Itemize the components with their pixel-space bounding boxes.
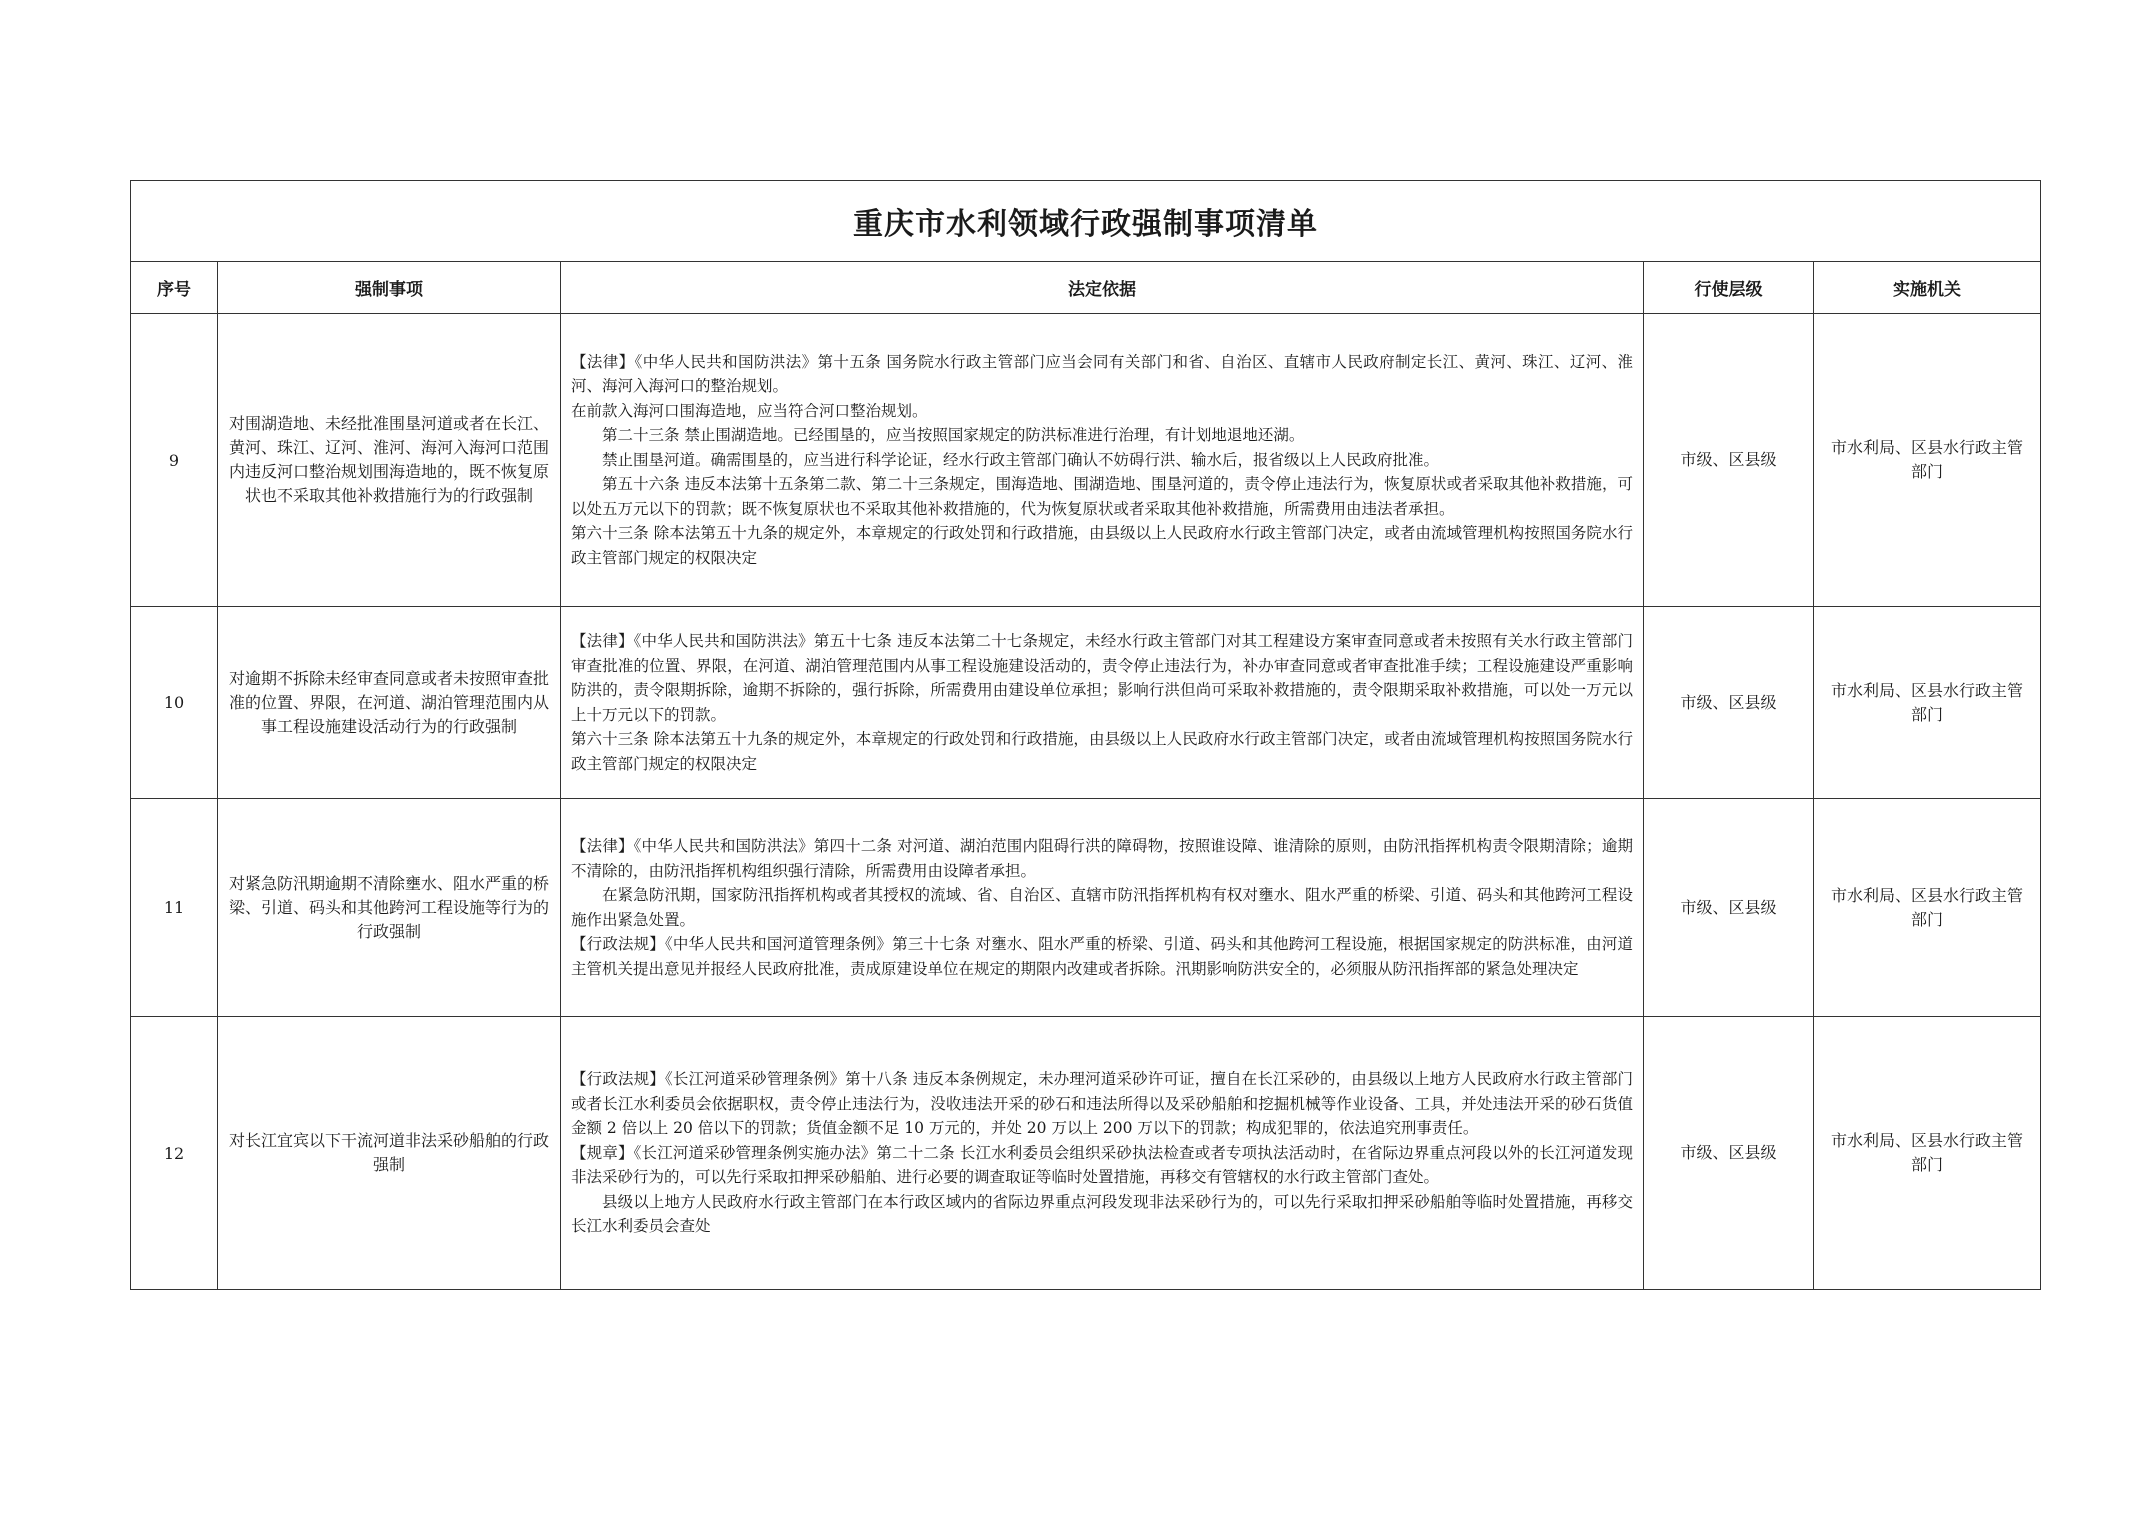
basis-paragraph: 第六十三条 除本法第五十九条的规定外，本章规定的行政处罚和行政措施，由县级以上人民政府水行政主管部门决定，或者由流域管理机构按照国务院水行政主管部门规定的权限决定	[571, 730, 1633, 773]
enforcement-item: 对围湖造地、未经批准围垦河道或者在长江、黄河、珠江、辽河、淮河、海河入海河口范围内违反河口整治规划围海造地的，既不恢复原状也不采取其他补救措施行为的行政强制	[218, 314, 561, 607]
page-title: 重庆市水利领域行政强制事项清单	[131, 181, 2041, 262]
basis-paragraph: 【规章】《长江河道采砂管理条例实施办法》第二十二条 长江水利委员会组织采砂执法检查或者专项执法活动时，在省际边界重点河段以外的长江河道发现非法采砂行为的，可以先行采取扣押采砂船舶、进行必要的调查取证等临时处置措施，再移交有管辖权的水行政主管部门查处。	[571, 1143, 1633, 1187]
legal-basis	[561, 314, 1644, 607]
header-basis: 法定依据	[561, 262, 1644, 314]
enforcement-table	[130, 180, 2041, 1290]
legal-basis	[561, 1017, 1644, 1290]
basis-paragraph: 在前款入海河口围海造地，应当符合河口整治规划。	[571, 401, 928, 420]
basis-paragraph: 第六十三条 除本法第五十九条的规定外，本章规定的行政处罚和行政措施，由县级以上人民政府水行政主管部门决定，或者由流域管理机构按照国务院水行政主管部门规定的权限决定	[571, 524, 1633, 567]
exercise-level: 市级、区县级	[1644, 607, 1814, 799]
implementing-agency: 市水利局、区县水行政主管部门	[1814, 607, 2041, 799]
table-row	[131, 1017, 2041, 1290]
implementing-agency: 市水利局、区县水行政主管部门	[1814, 314, 2041, 607]
row-number: 11	[131, 799, 218, 1017]
row-number: 9	[131, 314, 218, 607]
exercise-level: 市级、区县级	[1644, 1017, 1814, 1290]
legal-basis	[561, 799, 1644, 1017]
basis-paragraph: 第五十六条 违反本法第十五条第二款、第二十三条规定，围海造地、围湖造地、围垦河道的，责令停止违法行为，恢复原状或者采取其他补救措施，可以处五万元以下的罚款；既不恢复原状也不采取其他补救措施的，代为恢复原状或者采取其他补救措施，所需费用由违法者承担。	[571, 475, 1633, 518]
header-item: 强制事项	[218, 262, 561, 314]
basis-paragraph: 禁止围垦河道。确需围垦的，应当进行科学论证，经水行政主管部门确认不妨碍行洪、输水后，报省级以上人民政府批准。	[602, 450, 1440, 469]
table-row	[131, 314, 2041, 607]
implementing-agency: 市水利局、区县水行政主管部门	[1814, 799, 2041, 1017]
basis-paragraph: 第二十三条 禁止围湖造地。已经围垦的，应当按照国家规定的防洪标准进行治理，有计划地退地还湖。	[602, 426, 1305, 445]
implementing-agency: 市水利局、区县水行政主管部门	[1814, 1017, 2041, 1290]
enforcement-item: 对逾期不拆除未经审查同意或者未按照审查批准的位置、界限，在河道、湖泊管理范围内从事工程设施建设活动行为的行政强制	[218, 607, 561, 799]
basis-paragraph: 在紧急防汛期，国家防汛指挥机构或者其授权的流域、省、自治区、直辖市防汛指挥机构有权对壅水、阻水严重的桥梁、引道、码头和其他跨河工程设施作出紧急处置。	[571, 886, 1633, 929]
enforcement-item: 对紧急防汛期逾期不清除壅水、阻水严重的桥梁、引道、码头和其他跨河工程设施等行为的行政强制	[218, 799, 561, 1017]
enforcement-item: 对长江宜宾以下干流河道非法采砂船舶的行政强制	[218, 1017, 561, 1290]
header-org: 实施机关	[1814, 262, 2041, 314]
basis-paragraph: 【行政法规】《中华人民共和国河道管理条例》第三十七条 对壅水、阻水严重的桥梁、引道、码头和其他跨河工程设施，根据国家规定的防洪标准，由河道主管机关提出意见并报经人民政府批准，责成原建设单位在规定的期限内改建或者拆除。汛期影响防洪安全的，必须服从防汛指挥部的紧急处理决定	[571, 935, 1633, 978]
row-number: 12	[131, 1017, 218, 1290]
basis-paragraph: 县级以上地方人民政府水行政主管部门在本行政区域内的省际边界重点河段发现非法采砂行为的，可以先行采取扣押采砂船舶等临时处置措施，再移交长江水利委员会查处	[571, 1192, 1633, 1236]
exercise-level: 市级、区县级	[1644, 799, 1814, 1017]
header-no: 序号	[131, 262, 218, 314]
table-row	[131, 607, 2041, 799]
legal-basis	[561, 607, 1644, 799]
basis-paragraph: 【行政法规】《长江河道采砂管理条例》第十八条 违反本条例规定，未办理河道采砂许可证，擅自在长江采砂的，由县级以上地方人民政府水行政主管部门或者长江水利委员会依据职权，责令停止违法行为，没收违法开采的砂石和违法所得以及采砂船舶和挖掘机械等作业设备、工具，并处违法开采的砂石货值金额 2 倍以上 20 倍以下的罚款；货值金额不足 10 万元的，并处 20 万以上 200 万以下的罚款；构成犯罪的，依法追究刑事责任。	[571, 1070, 1633, 1138]
basis-paragraph: 【法律】《中华人民共和国防洪法》第五十七条 违反本法第二十七条规定，未经水行政主管部门对其工程建设方案审查同意或者未按照有关水行政主管部门审查批准的位置、界限，在河道、湖泊管理范围内从事工程设施建设活动的，责令停止违法行为，补办审查同意或者审查批准手续；工程设施建设严重影响防洪的，责令限期拆除，逾期不拆除的，强行拆除，所需费用由建设单位承担；影响行洪但尚可采取补救措施的，责令限期采取补救措施，可以处一万元以上十万元以下的罚款。	[571, 632, 1633, 724]
table-row	[131, 799, 2041, 1017]
row-number: 10	[131, 607, 218, 799]
exercise-level: 市级、区县级	[1644, 314, 1814, 607]
basis-paragraph: 【法律】《中华人民共和国防洪法》第十五条 国务院水行政主管部门应当会同有关部门和省、自治区、直辖市人民政府制定长江、黄河、珠江、辽河、淮河、海河入海河口的整治规划。	[571, 352, 1633, 396]
header-level: 行使层级	[1644, 262, 1814, 314]
basis-paragraph: 【法律】《中华人民共和国防洪法》第四十二条 对河道、湖泊范围内阻碍行洪的障碍物，按照谁设障、谁清除的原则，由防汛指挥机构责令限期清除；逾期不清除的，由防汛指挥机构组织强行清除，所需费用由设障者承担。	[571, 837, 1633, 880]
header-row	[131, 262, 2041, 314]
